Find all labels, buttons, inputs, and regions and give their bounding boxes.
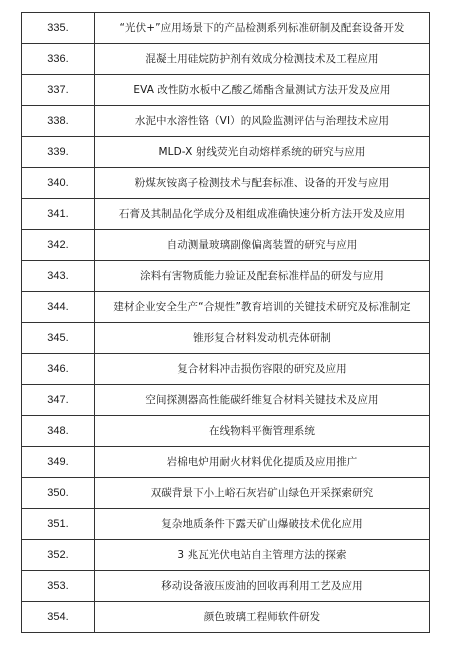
row-number: 339. [22,137,95,168]
row-number: 352. [22,540,95,571]
project-title: 复合材料冲击损伤容限的研究及应用 [95,354,430,385]
table-row [22,261,430,292]
table-row [22,44,430,75]
row-number: 335. [22,13,95,44]
row-number: 337. [22,75,95,106]
row-number: 342. [22,230,95,261]
row-number: 347. [22,385,95,416]
table-row [22,478,430,509]
table-row [22,13,430,44]
row-number: 345. [22,323,95,354]
project-title: MLD-X 射线荧光自动熔样系统的研究与应用 [95,137,430,168]
project-title: 双碳背景下小上峪石灰岩矿山绿色开采探索研究 [95,478,430,509]
table-row [22,292,430,323]
row-number: 336. [22,44,95,75]
table-row [22,354,430,385]
row-number: 346. [22,354,95,385]
row-number: 351. [22,509,95,540]
table-row [22,168,430,199]
table-row [22,509,430,540]
table-row [22,602,430,633]
project-title: 3 兆瓦光伏电站自主管理方法的探索 [95,540,430,571]
project-title: 粉煤灰铵离子检测技术与配套标准、设备的开发与应用 [95,168,430,199]
row-number: 340. [22,168,95,199]
table-row [22,75,430,106]
row-number: 338. [22,106,95,137]
project-title: 水泥中水溶性铬（VI）的风险监测评估与治理技术应用 [95,106,430,137]
row-number: 354. [22,602,95,633]
project-title: 混凝土用硅烷防护剂有效成分检测技术及工程应用 [95,44,430,75]
project-title: 石膏及其制品化学成分及相组成准确快速分析方法开发及应用 [95,199,430,230]
table-row [22,323,430,354]
project-title: 颜色玻璃工程师软件研发 [95,602,430,633]
table-row [22,385,430,416]
project-table [21,12,430,633]
row-number: 353. [22,571,95,602]
project-title: 移动设备液压废油的回收再利用工艺及应用 [95,571,430,602]
table-row [22,230,430,261]
row-number: 348. [22,416,95,447]
table-row [22,199,430,230]
table-row [22,137,430,168]
project-title: 复杂地质条件下露天矿山爆破技术优化应用 [95,509,430,540]
project-title: 涂料有害物质能力验证及配套标准样品的研发与应用 [95,261,430,292]
project-title: EVA 改性防水板中乙酸乙烯酯含量测试方法开发及应用 [95,75,430,106]
row-number: 343. [22,261,95,292]
row-number: 344. [22,292,95,323]
table-row [22,571,430,602]
row-number: 350. [22,478,95,509]
project-title: 岩棉电炉用耐火材料优化提质及应用推广 [95,447,430,478]
project-title: 自动测量玻璃副像偏离装置的研究与应用 [95,230,430,261]
project-title: “光伏+”应用场景下的产品检测系列标准研制及配套设备开发 [95,13,430,44]
row-number: 341. [22,199,95,230]
table-row [22,447,430,478]
project-title: 锥形复合材料发动机壳体研制 [95,323,430,354]
project-title: 空间探测器高性能碳纤维复合材料关键技术及应用 [95,385,430,416]
row-number: 349. [22,447,95,478]
table-row [22,540,430,571]
table-row [22,416,430,447]
project-title: 建材企业安全生产“合规性”教育培训的关键技术研究及标准制定 [95,292,430,323]
project-title: 在线物料平衡管理系统 [95,416,430,447]
table-row [22,106,430,137]
